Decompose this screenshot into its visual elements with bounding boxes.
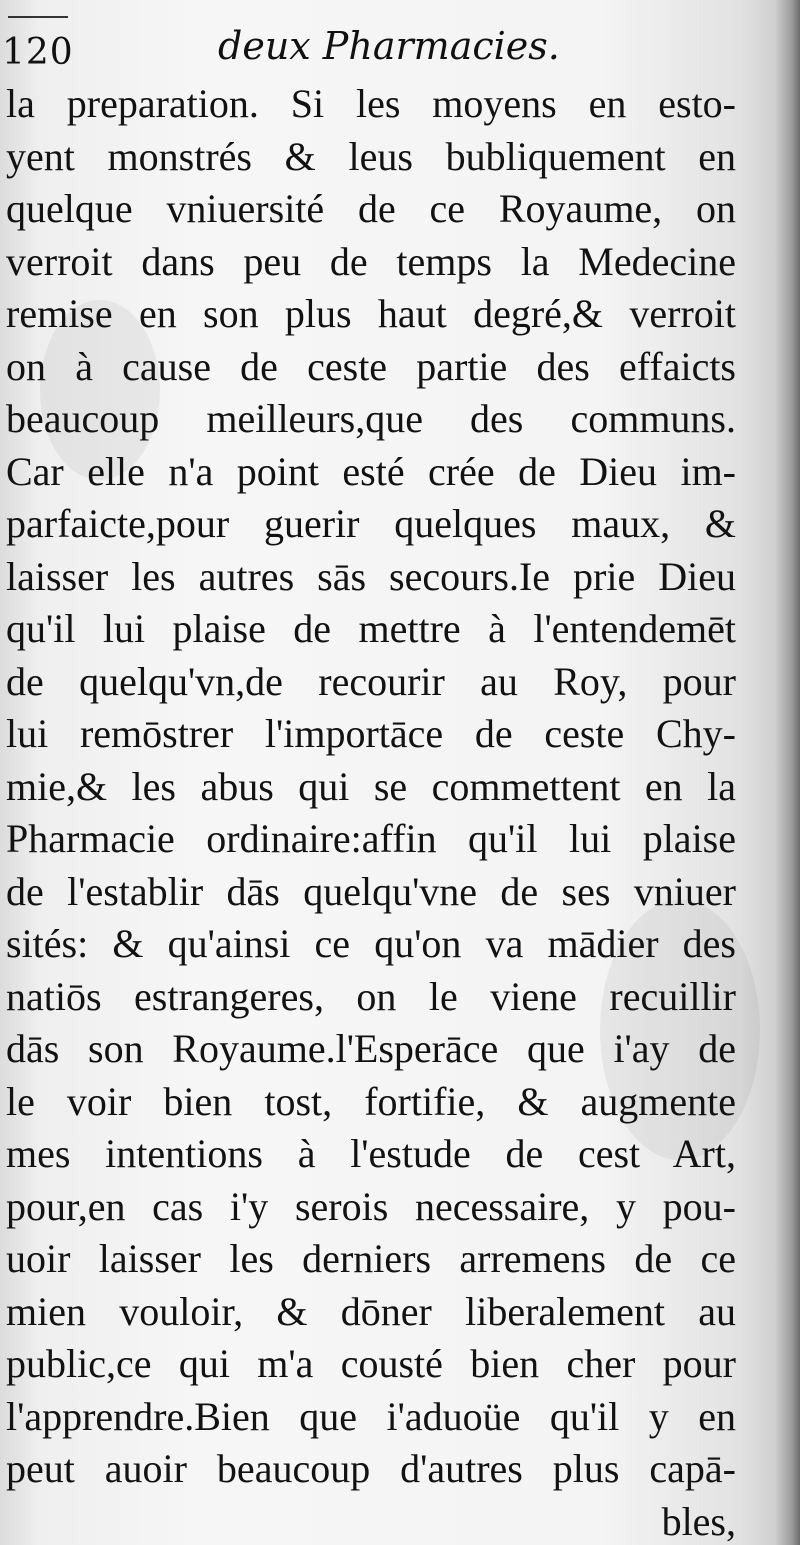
text-line: remise en son plus haut degré,& verroit [6, 291, 736, 336]
header-rule [8, 16, 68, 18]
text-line: mes intentions à l'estude de cest Art, [6, 1131, 736, 1176]
text-line: public,ce qui m'a cousté bien cher pour [6, 1341, 736, 1386]
text-line: on à cause de ceste partie des effaicts [6, 343, 736, 389]
text-line: Pharmacie ordinaire:affin qu'il lui plaise [6, 816, 736, 861]
running-title: deux Pharmacies. [218, 24, 560, 68]
text-line: quelque vniuersité de ce Royaume, on [6, 186, 736, 231]
text-line: yent monstrés & leus bubliquement en [6, 133, 736, 179]
text-line: bles, [661, 1498, 736, 1544]
text-line: Car elle n'a point esté crée de Dieu im- [6, 448, 736, 494]
text-line: de quelqu'vn,de recourir au Roy, pour [6, 658, 736, 704]
text-line: mien vouloir, & dōner liberalement au [6, 1288, 736, 1334]
text-line: dās son Royaume.l'Esperāce que i'ay de [6, 1026, 736, 1071]
text-line: lui remōstrer l'importāce de ceste Chy- [6, 711, 736, 756]
text-line: sités: & qu'ainsi ce qu'on va mādier des [6, 921, 736, 966]
text-line: verroit dans peu de temps la Medecine [6, 238, 736, 284]
text-line: de l'establir dās quelqu'vne de ses vniuer [6, 868, 736, 914]
text-line: pour,en cas i'y serois necessaire, y pou- [6, 1183, 736, 1229]
text-line: le voir bien tost, fortifie, & augmente [6, 1078, 736, 1124]
text-line: uoir laisser les derniers arremens de ce [6, 1236, 736, 1281]
page-number: 120 [2, 32, 74, 73]
text-line: beaucoup meilleurs,que des communs. [6, 396, 736, 441]
text-line: la preparation. Si les moyens en esto- [6, 81, 736, 126]
text-line: laisser les autres sās secours.Ie prie Dieu [6, 553, 736, 599]
running-head [0, 14, 760, 74]
text-line: peut auoir beaucoup d'autres plus capā- [6, 1446, 736, 1491]
text-line: parfaicte,pour guerir quelques maux, & [6, 501, 736, 546]
text-line: l'apprendre.Bien que i'aduoüe qu'il y en [6, 1393, 736, 1439]
text-line: qu'il lui plaise de mettre à l'entendemēt [6, 606, 736, 651]
body-text [0, 78, 760, 1545]
text-line: natiōs estrangeres, on le viene recuillir [6, 973, 736, 1019]
text-line: mie,& les abus qui se commettent en la [6, 763, 736, 809]
